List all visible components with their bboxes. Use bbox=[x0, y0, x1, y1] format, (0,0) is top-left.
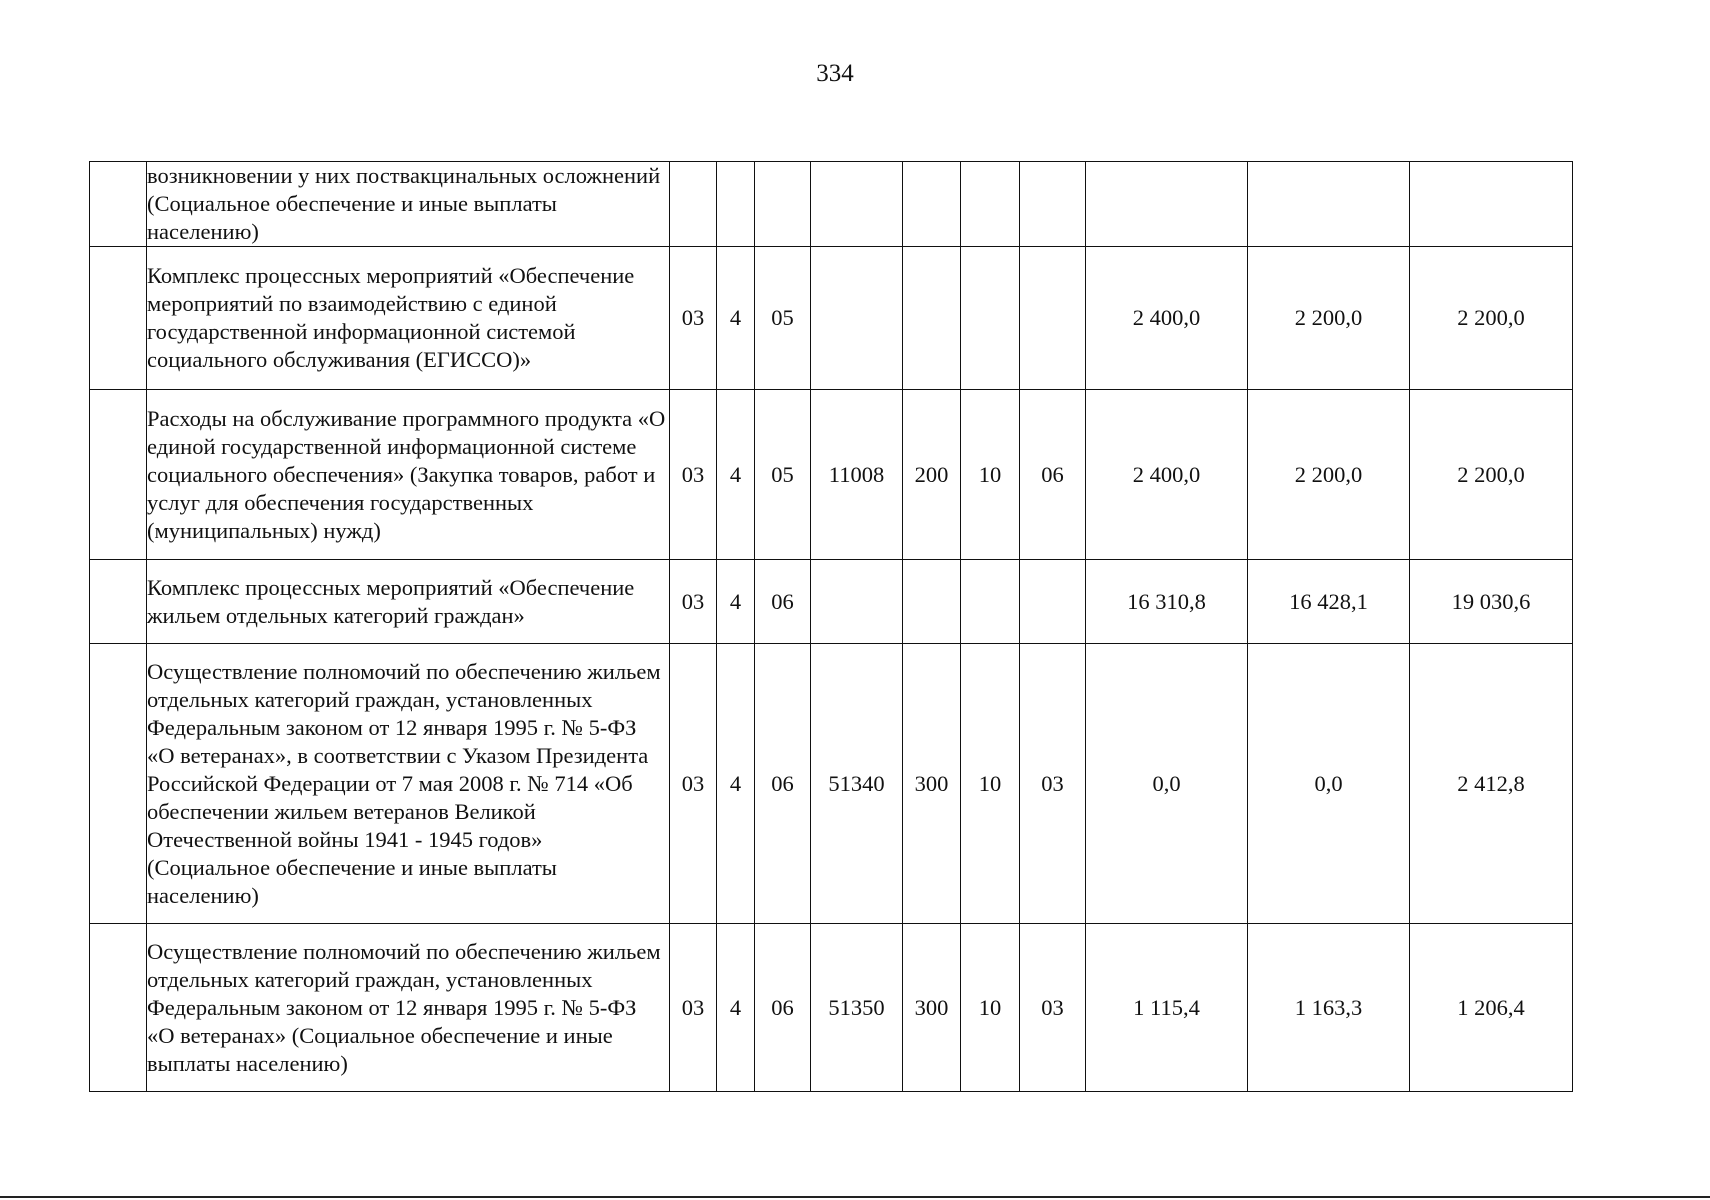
code-expense-type bbox=[903, 162, 961, 247]
code-complex: 06 bbox=[755, 560, 811, 644]
amount-year-3: 19 030,6 bbox=[1410, 560, 1573, 644]
row-index bbox=[90, 247, 147, 390]
budget-table bbox=[89, 161, 1573, 1092]
code-expense-type bbox=[903, 560, 961, 644]
amount-year-2 bbox=[1248, 162, 1410, 247]
amount-year-1: 2 400,0 bbox=[1086, 247, 1248, 390]
code-direction bbox=[811, 162, 903, 247]
code-expense-type: 200 bbox=[903, 390, 961, 560]
table-row bbox=[90, 162, 1573, 247]
code-subdivision bbox=[1020, 560, 1086, 644]
amount-year-2: 2 200,0 bbox=[1248, 247, 1410, 390]
row-description: Осуществление полномочий по обеспечению жильем отдельных категорий граждан, установленных Федеральным законом от 12 января 1995 г. № 5-ФЗ «О ветеранах» (Социальное обеспечение и иные выплаты населению) bbox=[147, 924, 670, 1092]
code-section bbox=[670, 162, 717, 247]
amount-year-3 bbox=[1410, 162, 1573, 247]
table-row bbox=[90, 247, 1573, 390]
amount-year-3: 1 206,4 bbox=[1410, 924, 1573, 1092]
code-division bbox=[961, 247, 1020, 390]
code-direction: 51340 bbox=[811, 644, 903, 924]
row-description: возникновении у них поствакцинальных осложнений (Социальное обеспечение и иные выплаты населению) bbox=[147, 162, 670, 247]
row-index bbox=[90, 644, 147, 924]
amount-year-1 bbox=[1086, 162, 1248, 247]
code-section: 03 bbox=[670, 560, 717, 644]
code-division: 10 bbox=[961, 390, 1020, 560]
code-type: 4 bbox=[717, 644, 755, 924]
code-expense-type bbox=[903, 247, 961, 390]
code-direction: 11008 bbox=[811, 390, 903, 560]
amount-year-1: 1 115,4 bbox=[1086, 924, 1248, 1092]
amount-year-2: 2 200,0 bbox=[1248, 390, 1410, 560]
code-complex bbox=[755, 162, 811, 247]
code-subdivision: 06 bbox=[1020, 390, 1086, 560]
amount-year-3: 2 200,0 bbox=[1410, 247, 1573, 390]
table-row bbox=[90, 644, 1573, 924]
page-bottom-rule bbox=[0, 1196, 1710, 1198]
row-description: Осуществление полномочий по обеспечению жильем отдельных категорий граждан, установленных Федеральным законом от 12 января 1995 г. № 5-ФЗ «О ветеранах», в соответствии с Указом Президента Российской Федерации от 7 мая 2008 г. № 714 «Об обеспечении жильем ветеранов Великой Отечественной войны 1941 - 1945 годов» (Социальное обеспечение и иные выплаты населению) bbox=[147, 644, 670, 924]
code-complex: 05 bbox=[755, 390, 811, 560]
code-direction bbox=[811, 560, 903, 644]
amount-year-2: 0,0 bbox=[1248, 644, 1410, 924]
code-division bbox=[961, 162, 1020, 247]
amount-year-2: 16 428,1 bbox=[1248, 560, 1410, 644]
row-index bbox=[90, 560, 147, 644]
code-subdivision: 03 bbox=[1020, 924, 1086, 1092]
code-direction bbox=[811, 247, 903, 390]
code-subdivision bbox=[1020, 162, 1086, 247]
code-section: 03 bbox=[670, 247, 717, 390]
table-row bbox=[90, 560, 1573, 644]
code-complex: 06 bbox=[755, 644, 811, 924]
code-type: 4 bbox=[717, 247, 755, 390]
code-section: 03 bbox=[670, 390, 717, 560]
amount-year-1: 2 400,0 bbox=[1086, 390, 1248, 560]
code-type: 4 bbox=[717, 390, 755, 560]
amount-year-1: 0,0 bbox=[1086, 644, 1248, 924]
row-index bbox=[90, 390, 147, 560]
code-section: 03 bbox=[670, 644, 717, 924]
row-description: Комплекс процессных мероприятий «Обеспечение мероприятий по взаимодействию с единой государственной информационной системой социального обслуживания (ЕГИССО)» bbox=[147, 247, 670, 390]
code-subdivision: 03 bbox=[1020, 644, 1086, 924]
code-complex: 06 bbox=[755, 924, 811, 1092]
code-complex: 05 bbox=[755, 247, 811, 390]
code-type: 4 bbox=[717, 560, 755, 644]
code-division bbox=[961, 560, 1020, 644]
row-index bbox=[90, 162, 147, 247]
row-description: Расходы на обслуживание программного продукта «О единой государственной информационной системе социального обеспечения» (Закупка товаров, работ и услуг для обеспечения государственных (муниципальных) нужд) bbox=[147, 390, 670, 560]
code-subdivision bbox=[1020, 247, 1086, 390]
amount-year-3: 2 200,0 bbox=[1410, 390, 1573, 560]
table-row bbox=[90, 924, 1573, 1092]
code-division: 10 bbox=[961, 924, 1020, 1092]
amount-year-1: 16 310,8 bbox=[1086, 560, 1248, 644]
code-expense-type: 300 bbox=[903, 644, 961, 924]
row-description: Комплекс процессных мероприятий «Обеспечение жильем отдельных категорий граждан» bbox=[147, 560, 670, 644]
code-type: 4 bbox=[717, 924, 755, 1092]
amount-year-3: 2 412,8 bbox=[1410, 644, 1573, 924]
amount-year-2: 1 163,3 bbox=[1248, 924, 1410, 1092]
table-row bbox=[90, 390, 1573, 560]
page-number: 334 bbox=[816, 60, 854, 87]
code-section: 03 bbox=[670, 924, 717, 1092]
row-index bbox=[90, 924, 147, 1092]
code-type bbox=[717, 162, 755, 247]
code-expense-type: 300 bbox=[903, 924, 961, 1092]
code-division: 10 bbox=[961, 644, 1020, 924]
code-direction: 51350 bbox=[811, 924, 903, 1092]
